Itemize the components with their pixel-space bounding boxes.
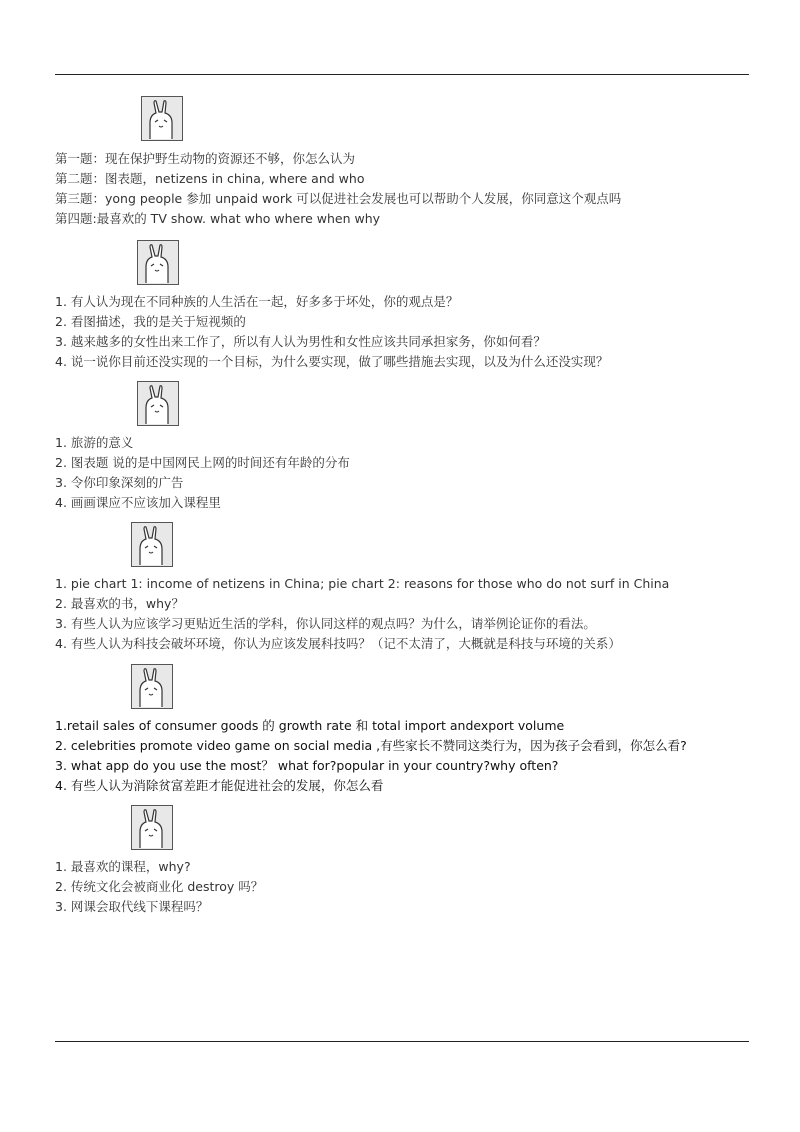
question-line: 4. 画画课应不应该加入课程里 — [55, 495, 221, 510]
question-line: 2. celebrities promote video game on social media ,有些家长不赞同这类行为，因为孩子会看到，你怎么看? — [55, 738, 687, 753]
question-line: 1. 最喜欢的课程，why? — [55, 859, 191, 874]
footer-rule — [55, 1041, 749, 1042]
question-line: 3. 网课会取代线下课程吗？ — [55, 899, 209, 914]
rabbit-emoticon-icon — [141, 96, 183, 141]
question-line: 第一题：现在保护野生动物的资源还不够，你怎么认为 — [55, 151, 356, 166]
rabbit-emoticon-icon — [131, 522, 173, 567]
rabbit-emoticon-icon — [137, 381, 179, 426]
question-line: 第三题：yong people 参加 unpaid work 可以促进社会发展也可以帮助个人发展，你同意这个观点吗 — [55, 191, 622, 206]
question-line: 1. 旅游的意义 — [55, 435, 134, 450]
question-line: 1.retail sales of consumer goods 的 growth rate 和 total import andexport volume — [55, 718, 565, 733]
question-line: 2. 传统文化会被商业化 destroy 吗？ — [55, 879, 264, 894]
question-line: 第四题:最喜欢的 TV show. what who where when why — [55, 211, 381, 226]
question-line: 1. 有人认为现在不同种族的人生活在一起，好多多于坏处，你的观点是？ — [55, 294, 459, 309]
question-line: 4. 说一说你目前还没实现的一个目标，为什么要实现，做了哪些措施去实现，以及为什么还没实现？ — [55, 354, 609, 369]
rabbit-emoticon-icon — [131, 805, 173, 850]
question-line: 3. 有些人认为应该学习更贴近生活的学科，你认同这样的观点吗？为什么，请举例论证你的看法。 — [55, 616, 596, 631]
question-line: 2. 看图描述，我的是关于短视频的 — [55, 314, 246, 329]
question-line: 4. 有些人认为消除贫富差距才能促进社会的发展，你怎么看 — [55, 778, 384, 793]
rabbit-emoticon-icon — [131, 664, 173, 709]
question-line: 第二题：图表题，netizens in china, where and who — [55, 171, 365, 186]
header-rule — [55, 74, 749, 75]
question-line: 2. 最喜欢的书，why？ — [55, 596, 184, 611]
question-line: 2. 图表题 说的是中国网民上网的时间还有年龄的分布 — [55, 455, 350, 470]
question-line: 4. 有些人认为科技会破坏环境，你认为应该发展科技吗？（记不太清了，大概就是科技与环境的关系） — [55, 636, 621, 651]
question-line: 3. 令你印象深刻的广告 — [55, 475, 184, 490]
question-line: 3. what app do you use the most？ what for?popular in your country?why often? — [55, 758, 559, 773]
question-line: 3. 越来越多的女性出来工作了，所以有人认为男性和女性应该共同承担家务，你如何看？ — [55, 334, 546, 349]
rabbit-emoticon-icon — [137, 240, 179, 285]
question-line: 1. pie chart 1: income of netizens in China; pie chart 2: reasons for those who do not surf in China — [55, 576, 670, 591]
